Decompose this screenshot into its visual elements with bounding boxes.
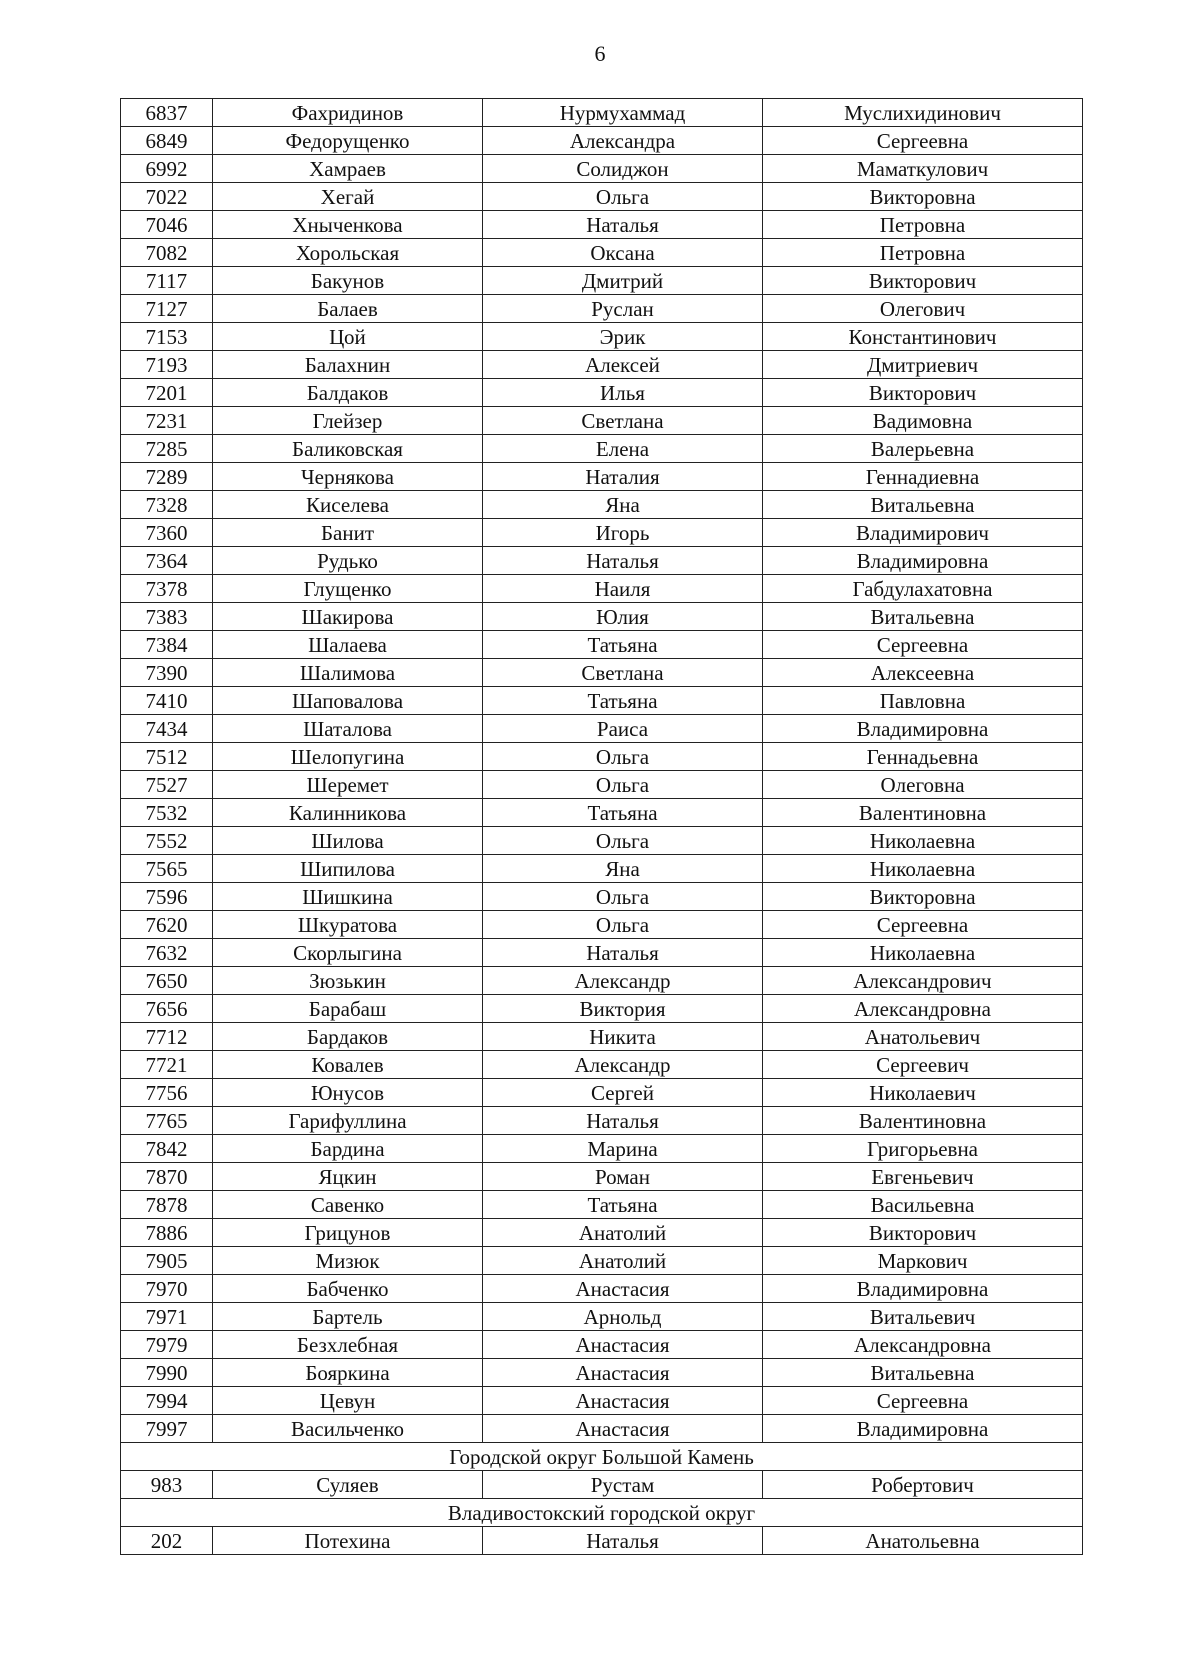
patronymic-cell: Александровна [763,1331,1083,1359]
patronymic-cell: Николаевна [763,939,1083,967]
first-name-cell: Алексей [483,351,763,379]
last-name-cell: Васильченко [213,1415,483,1443]
table-row [121,995,1083,1023]
last-name-cell: Баликовская [213,435,483,463]
table-row [121,435,1083,463]
section-header-row [121,1499,1083,1527]
first-name-cell: Александр [483,1051,763,1079]
table-row [121,1135,1083,1163]
patronymic-cell: Викторович [763,267,1083,295]
last-name-cell: Мизюк [213,1247,483,1275]
patronymic-cell: Николаевна [763,855,1083,883]
first-name-cell: Марина [483,1135,763,1163]
last-name-cell: Яцкин [213,1163,483,1191]
last-name-cell: Шакирова [213,603,483,631]
registry-number-cell: 7971 [121,1303,213,1331]
first-name-cell: Игорь [483,519,763,547]
last-name-cell: Гарифуллина [213,1107,483,1135]
table-row [121,967,1083,995]
last-name-cell: Шаповалова [213,687,483,715]
registry-number-cell: 7842 [121,1135,213,1163]
table-row [121,911,1083,939]
registry-number-cell: 7364 [121,547,213,575]
first-name-cell: Ольга [483,743,763,771]
registry-number-cell: 7979 [121,1331,213,1359]
table-row [121,407,1083,435]
table-row [121,1163,1083,1191]
first-name-cell: Ольга [483,827,763,855]
table-row [121,1023,1083,1051]
registry-table-body [121,99,1083,1555]
registry-number-cell: 7620 [121,911,213,939]
table-row [121,603,1083,631]
first-name-cell: Юлия [483,603,763,631]
first-name-cell: Александра [483,127,763,155]
table-row [121,211,1083,239]
registry-number-cell: 7878 [121,1191,213,1219]
registry-number-cell: 7082 [121,239,213,267]
registry-number-cell: 7756 [121,1079,213,1107]
last-name-cell: Шипилова [213,855,483,883]
patronymic-cell: Викторовна [763,183,1083,211]
first-name-cell: Никита [483,1023,763,1051]
table-row [121,1191,1083,1219]
table-row [121,547,1083,575]
table-row [121,1331,1083,1359]
registry-number-cell: 7410 [121,687,213,715]
last-name-cell: Глущенко [213,575,483,603]
patronymic-cell: Сергеевна [763,1387,1083,1415]
first-name-cell: Нурмухаммад [483,99,763,127]
first-name-cell: Анатолий [483,1219,763,1247]
table-row [121,1527,1083,1555]
first-name-cell: Анастасия [483,1331,763,1359]
patronymic-cell: Владимирович [763,519,1083,547]
last-name-cell: Безхлебная [213,1331,483,1359]
last-name-cell: Скорлыгина [213,939,483,967]
patronymic-cell: Владимировна [763,1415,1083,1443]
last-name-cell: Шалаева [213,631,483,659]
last-name-cell: Цой [213,323,483,351]
first-name-cell: Дмитрий [483,267,763,295]
first-name-cell: Ольга [483,771,763,799]
first-name-cell: Эрик [483,323,763,351]
registry-number-cell: 7970 [121,1275,213,1303]
registry-number-cell: 7712 [121,1023,213,1051]
last-name-cell: Балдаков [213,379,483,407]
last-name-cell: Бабченко [213,1275,483,1303]
registry-number-cell: 7765 [121,1107,213,1135]
registry-number-cell: 7231 [121,407,213,435]
last-name-cell: Бояркина [213,1359,483,1387]
registry-number-cell: 7721 [121,1051,213,1079]
table-row [121,323,1083,351]
last-name-cell: Шилова [213,827,483,855]
last-name-cell: Потехина [213,1527,483,1555]
table-row [121,1247,1083,1275]
patronymic-cell: Геннадиевна [763,463,1083,491]
registry-number-cell: 7384 [121,631,213,659]
patronymic-cell: Сергеевна [763,631,1083,659]
registry-number-cell: 7990 [121,1359,213,1387]
patronymic-cell: Павловна [763,687,1083,715]
first-name-cell: Татьяна [483,799,763,827]
patronymic-cell: Витальевич [763,1303,1083,1331]
registry-number-cell: 6837 [121,99,213,127]
last-name-cell: Банит [213,519,483,547]
registry-number-cell: 7994 [121,1387,213,1415]
patronymic-cell: Константинович [763,323,1083,351]
last-name-cell: Киселева [213,491,483,519]
table-row [121,155,1083,183]
registry-number-cell: 7870 [121,1163,213,1191]
last-name-cell: Барабаш [213,995,483,1023]
registry-number-cell: 7650 [121,967,213,995]
last-name-cell: Шалимова [213,659,483,687]
table-row [121,1303,1083,1331]
last-name-cell: Бартель [213,1303,483,1331]
patronymic-cell: Евгеньевич [763,1163,1083,1191]
first-name-cell: Наталья [483,547,763,575]
table-row [121,183,1083,211]
last-name-cell: Шеремет [213,771,483,799]
table-row [121,239,1083,267]
table-row [121,379,1083,407]
last-name-cell: Бардина [213,1135,483,1163]
registry-table [120,98,1083,1555]
table-row [121,743,1083,771]
registry-number-cell: 7512 [121,743,213,771]
first-name-cell: Наталья [483,1107,763,1135]
last-name-cell: Савенко [213,1191,483,1219]
registry-number-cell: 7022 [121,183,213,211]
last-name-cell: Шаталова [213,715,483,743]
table-row [121,99,1083,127]
table-row [121,799,1083,827]
first-name-cell: Яна [483,855,763,883]
first-name-cell: Ольга [483,183,763,211]
last-name-cell: Цевун [213,1387,483,1415]
first-name-cell: Наталья [483,1527,763,1555]
table-row [121,463,1083,491]
patronymic-cell: Николаевна [763,827,1083,855]
last-name-cell: Шелопугина [213,743,483,771]
last-name-cell: Суляев [213,1471,483,1499]
table-row [121,575,1083,603]
table-row [121,1387,1083,1415]
first-name-cell: Сергей [483,1079,763,1107]
registry-number-cell: 7153 [121,323,213,351]
section-title: Владивостокский городской округ [121,1499,1083,1527]
first-name-cell: Рустам [483,1471,763,1499]
patronymic-cell: Викторович [763,379,1083,407]
registry-number-cell: 7117 [121,267,213,295]
first-name-cell: Анастасия [483,1415,763,1443]
patronymic-cell: Дмитриевич [763,351,1083,379]
table-row [121,1415,1083,1443]
registry-number-cell: 7565 [121,855,213,883]
registry-number-cell: 6849 [121,127,213,155]
table-row [121,1079,1083,1107]
last-name-cell: Ковалев [213,1051,483,1079]
last-name-cell: Хорольская [213,239,483,267]
last-name-cell: Зюзькин [213,967,483,995]
last-name-cell: Юнусов [213,1079,483,1107]
first-name-cell: Елена [483,435,763,463]
table-row [121,1471,1083,1499]
section-title: Городской округ Большой Камень [121,1443,1083,1471]
table-row [121,519,1083,547]
patronymic-cell: Викторович [763,1219,1083,1247]
patronymic-cell: Петровна [763,211,1083,239]
first-name-cell: Анатолий [483,1247,763,1275]
registry-number-cell: 7127 [121,295,213,323]
table-row [121,127,1083,155]
last-name-cell: Чернякова [213,463,483,491]
first-name-cell: Роман [483,1163,763,1191]
table-row [121,295,1083,323]
registry-number-cell: 7552 [121,827,213,855]
first-name-cell: Арнольд [483,1303,763,1331]
patronymic-cell: Анатольевич [763,1023,1083,1051]
first-name-cell: Татьяна [483,631,763,659]
patronymic-cell: Анатольевна [763,1527,1083,1555]
patronymic-cell: Владимировна [763,547,1083,575]
patronymic-cell: Владимировна [763,1275,1083,1303]
registry-number-cell: 6992 [121,155,213,183]
registry-number-cell: 7360 [121,519,213,547]
patronymic-cell: Витальевна [763,491,1083,519]
first-name-cell: Анастасия [483,1359,763,1387]
last-name-cell: Бардаков [213,1023,483,1051]
last-name-cell: Бакунов [213,267,483,295]
first-name-cell: Руслан [483,295,763,323]
first-name-cell: Раиса [483,715,763,743]
table-row [121,1275,1083,1303]
first-name-cell: Оксана [483,239,763,267]
registry-number-cell: 7905 [121,1247,213,1275]
registry-number-cell: 7289 [121,463,213,491]
table-row [121,771,1083,799]
patronymic-cell: Алексеевна [763,659,1083,687]
table-row [121,1219,1083,1247]
registry-number-cell: 7328 [121,491,213,519]
patronymic-cell: Александровна [763,995,1083,1023]
registry-number-cell: 7378 [121,575,213,603]
registry-number-cell: 202 [121,1527,213,1555]
first-name-cell: Ольга [483,883,763,911]
patronymic-cell: Сергеевна [763,127,1083,155]
patronymic-cell: Петровна [763,239,1083,267]
patronymic-cell: Геннадьевна [763,743,1083,771]
first-name-cell: Наиля [483,575,763,603]
table-row [121,1359,1083,1387]
last-name-cell: Рудько [213,547,483,575]
patronymic-cell: Маркович [763,1247,1083,1275]
first-name-cell: Ольга [483,911,763,939]
first-name-cell: Илья [483,379,763,407]
patronymic-cell: Олеговна [763,771,1083,799]
registry-number-cell: 983 [121,1471,213,1499]
first-name-cell: Наталия [483,463,763,491]
last-name-cell: Хегай [213,183,483,211]
section-header-row [121,1443,1083,1471]
first-name-cell: Татьяна [483,1191,763,1219]
registry-number-cell: 7285 [121,435,213,463]
table-row [121,631,1083,659]
registry-number-cell: 7997 [121,1415,213,1443]
last-name-cell: Фахридинов [213,99,483,127]
last-name-cell: Шкуратова [213,911,483,939]
last-name-cell: Хныченкова [213,211,483,239]
last-name-cell: Хамраев [213,155,483,183]
patronymic-cell: Валерьевна [763,435,1083,463]
registry-number-cell: 7632 [121,939,213,967]
patronymic-cell: Вадимовна [763,407,1083,435]
patronymic-cell: Витальевна [763,1359,1083,1387]
last-name-cell: Федорущенко [213,127,483,155]
table-row [121,939,1083,967]
first-name-cell: Анастасия [483,1275,763,1303]
table-row [121,687,1083,715]
last-name-cell: Грицунов [213,1219,483,1247]
registry-number-cell: 7046 [121,211,213,239]
table-row [121,883,1083,911]
first-name-cell: Светлана [483,407,763,435]
first-name-cell: Наталья [483,211,763,239]
table-row [121,1051,1083,1079]
last-name-cell: Балаев [213,295,483,323]
page-number: 6 [594,41,606,66]
last-name-cell: Балахнин [213,351,483,379]
patronymic-cell: Габдулахатовна [763,575,1083,603]
first-name-cell: Светлана [483,659,763,687]
patronymic-cell: Витальевна [763,603,1083,631]
last-name-cell: Глейзер [213,407,483,435]
patronymic-cell: Валентиновна [763,799,1083,827]
first-name-cell: Яна [483,491,763,519]
first-name-cell: Наталья [483,939,763,967]
patronymic-cell: Сергеевна [763,911,1083,939]
registry-number-cell: 7886 [121,1219,213,1247]
registry-number-cell: 7527 [121,771,213,799]
first-name-cell: Татьяна [483,687,763,715]
registry-number-cell: 7201 [121,379,213,407]
registry-number-cell: 7193 [121,351,213,379]
table-row [121,1107,1083,1135]
first-name-cell: Анастасия [483,1387,763,1415]
table-row [121,659,1083,687]
table-row [121,351,1083,379]
patronymic-cell: Николаевич [763,1079,1083,1107]
table-row [121,855,1083,883]
registry-number-cell: 7434 [121,715,213,743]
patronymic-cell: Сергеевич [763,1051,1083,1079]
registry-number-cell: 7656 [121,995,213,1023]
patronymic-cell: Васильевна [763,1191,1083,1219]
last-name-cell: Калинникова [213,799,483,827]
patronymic-cell: Олегович [763,295,1083,323]
registry-number-cell: 7596 [121,883,213,911]
table-row [121,491,1083,519]
registry-number-cell: 7383 [121,603,213,631]
first-name-cell: Александр [483,967,763,995]
registry-number-cell: 7532 [121,799,213,827]
patronymic-cell: Робертович [763,1471,1083,1499]
first-name-cell: Виктория [483,995,763,1023]
patronymic-cell: Муслихидинович [763,99,1083,127]
patronymic-cell: Александрович [763,967,1083,995]
patronymic-cell: Владимировна [763,715,1083,743]
last-name-cell: Шишкина [213,883,483,911]
first-name-cell: Солиджон [483,155,763,183]
patronymic-cell: Викторовна [763,883,1083,911]
registry-number-cell: 7390 [121,659,213,687]
patronymic-cell: Григорьевна [763,1135,1083,1163]
patronymic-cell: Валентиновна [763,1107,1083,1135]
table-row [121,267,1083,295]
table-row [121,827,1083,855]
patronymic-cell: Маматкулович [763,155,1083,183]
table-row [121,715,1083,743]
